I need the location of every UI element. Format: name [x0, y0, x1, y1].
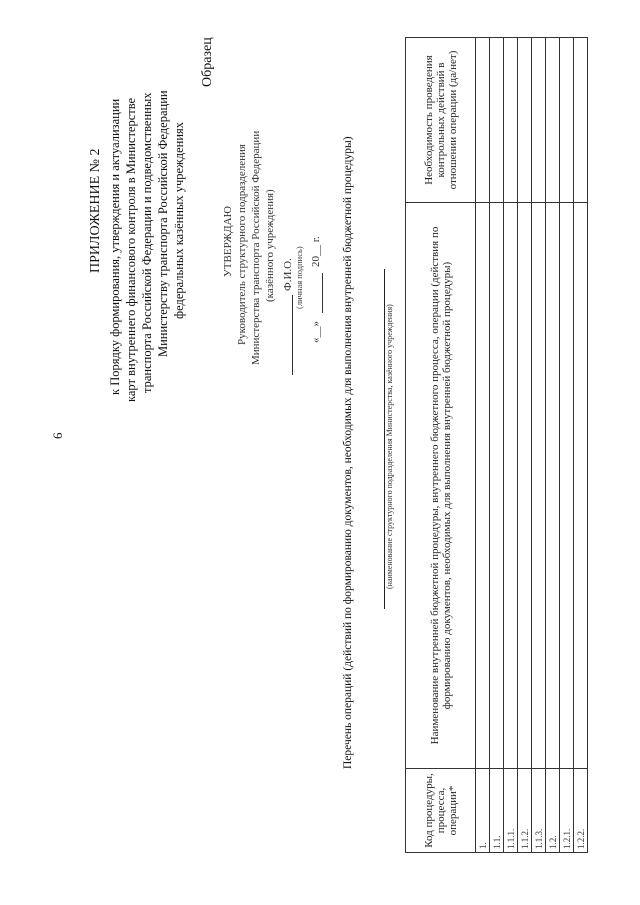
header-control: Необходимость проведения контрольных действий в отношении операции (да/нет) [406, 38, 476, 203]
row-control-cell [532, 38, 546, 203]
row-control-cell [574, 38, 588, 203]
approval-heading: УТВЕРЖДАЮ [222, 206, 234, 277]
row-control-cell [476, 38, 490, 203]
row-control-cell [490, 38, 504, 203]
list-title: Перечень операций (действий по формированию документов, необходимых для выполнения внутренней бюджетной процедуры) [342, 136, 354, 769]
row-name-cell [504, 203, 518, 769]
row-name-cell [546, 203, 560, 769]
row-code: 1.2.1. [560, 769, 574, 853]
org-caption: (наименование структурного подразделения Министерства, казённого учреждения) [385, 304, 394, 589]
row-name-cell [560, 203, 574, 769]
row-control-cell [504, 38, 518, 203]
page-number: 6 [50, 432, 65, 439]
row-code: 1.1.1. [504, 769, 518, 853]
appendix-line: Министерству транспорта Российской Федерации [156, 90, 170, 357]
table-row [574, 38, 588, 853]
approval-role-line: Руководитель структурного подразделения [236, 144, 248, 345]
row-code: 1.2. [546, 769, 560, 853]
row-code: 1.1.3. [532, 769, 546, 853]
row-name-cell [532, 203, 546, 769]
row-name-cell [476, 203, 490, 769]
row-control-cell [560, 38, 574, 203]
table-row [504, 38, 518, 853]
appendix-line: карт внутреннего финансового контроля в Министерстве [124, 97, 138, 402]
header-name: Наименование внутренней бюджетной процедуры, внутреннего бюджетного процесса, операции (действия по формированию документов, необходимых для выполнения внутренней бюджетной процедуры) [406, 203, 476, 769]
appendix-line: транспорта Российской Федерации и подведомственных [140, 92, 154, 393]
row-code: 1. [476, 769, 490, 853]
row-code: 1.2.2. [574, 769, 588, 853]
signature-caption: (личная подпись) [294, 246, 304, 309]
row-name-cell [574, 203, 588, 769]
row-code: 1.1.2. [518, 769, 532, 853]
table-row [546, 38, 560, 853]
appendix-line: федеральных казённых учреждениях [172, 121, 186, 319]
row-control-cell [546, 38, 560, 203]
header-code: Код процедуры, процесса, операции* [406, 769, 476, 853]
table-row [490, 38, 504, 853]
approval-role-line: (казённого учреждения) [264, 189, 276, 302]
row-code: 1.1. [490, 769, 504, 853]
table-row [476, 38, 490, 853]
appendix-line: к Порядку формирования, утверждения и актуализации [108, 98, 122, 395]
signature-line [292, 295, 293, 375]
name-placeholder: Ф.И.О. [282, 258, 294, 291]
row-name-cell [490, 203, 504, 769]
table-row [532, 38, 546, 853]
date-year: 20__ г. [310, 236, 322, 267]
table-row [560, 38, 574, 853]
approval-role-line: Министерства транспорта Российской Федерации [250, 130, 262, 365]
date-month-line [322, 273, 323, 313]
table-row [518, 38, 532, 853]
date-day: «__» [310, 321, 322, 343]
row-control-cell [518, 38, 532, 203]
row-name-cell [518, 203, 532, 769]
sample-label: Образец [200, 37, 215, 87]
appendix-title: ПРИЛОЖЕНИЕ № 2 [88, 148, 103, 273]
operations-table [405, 37, 588, 853]
